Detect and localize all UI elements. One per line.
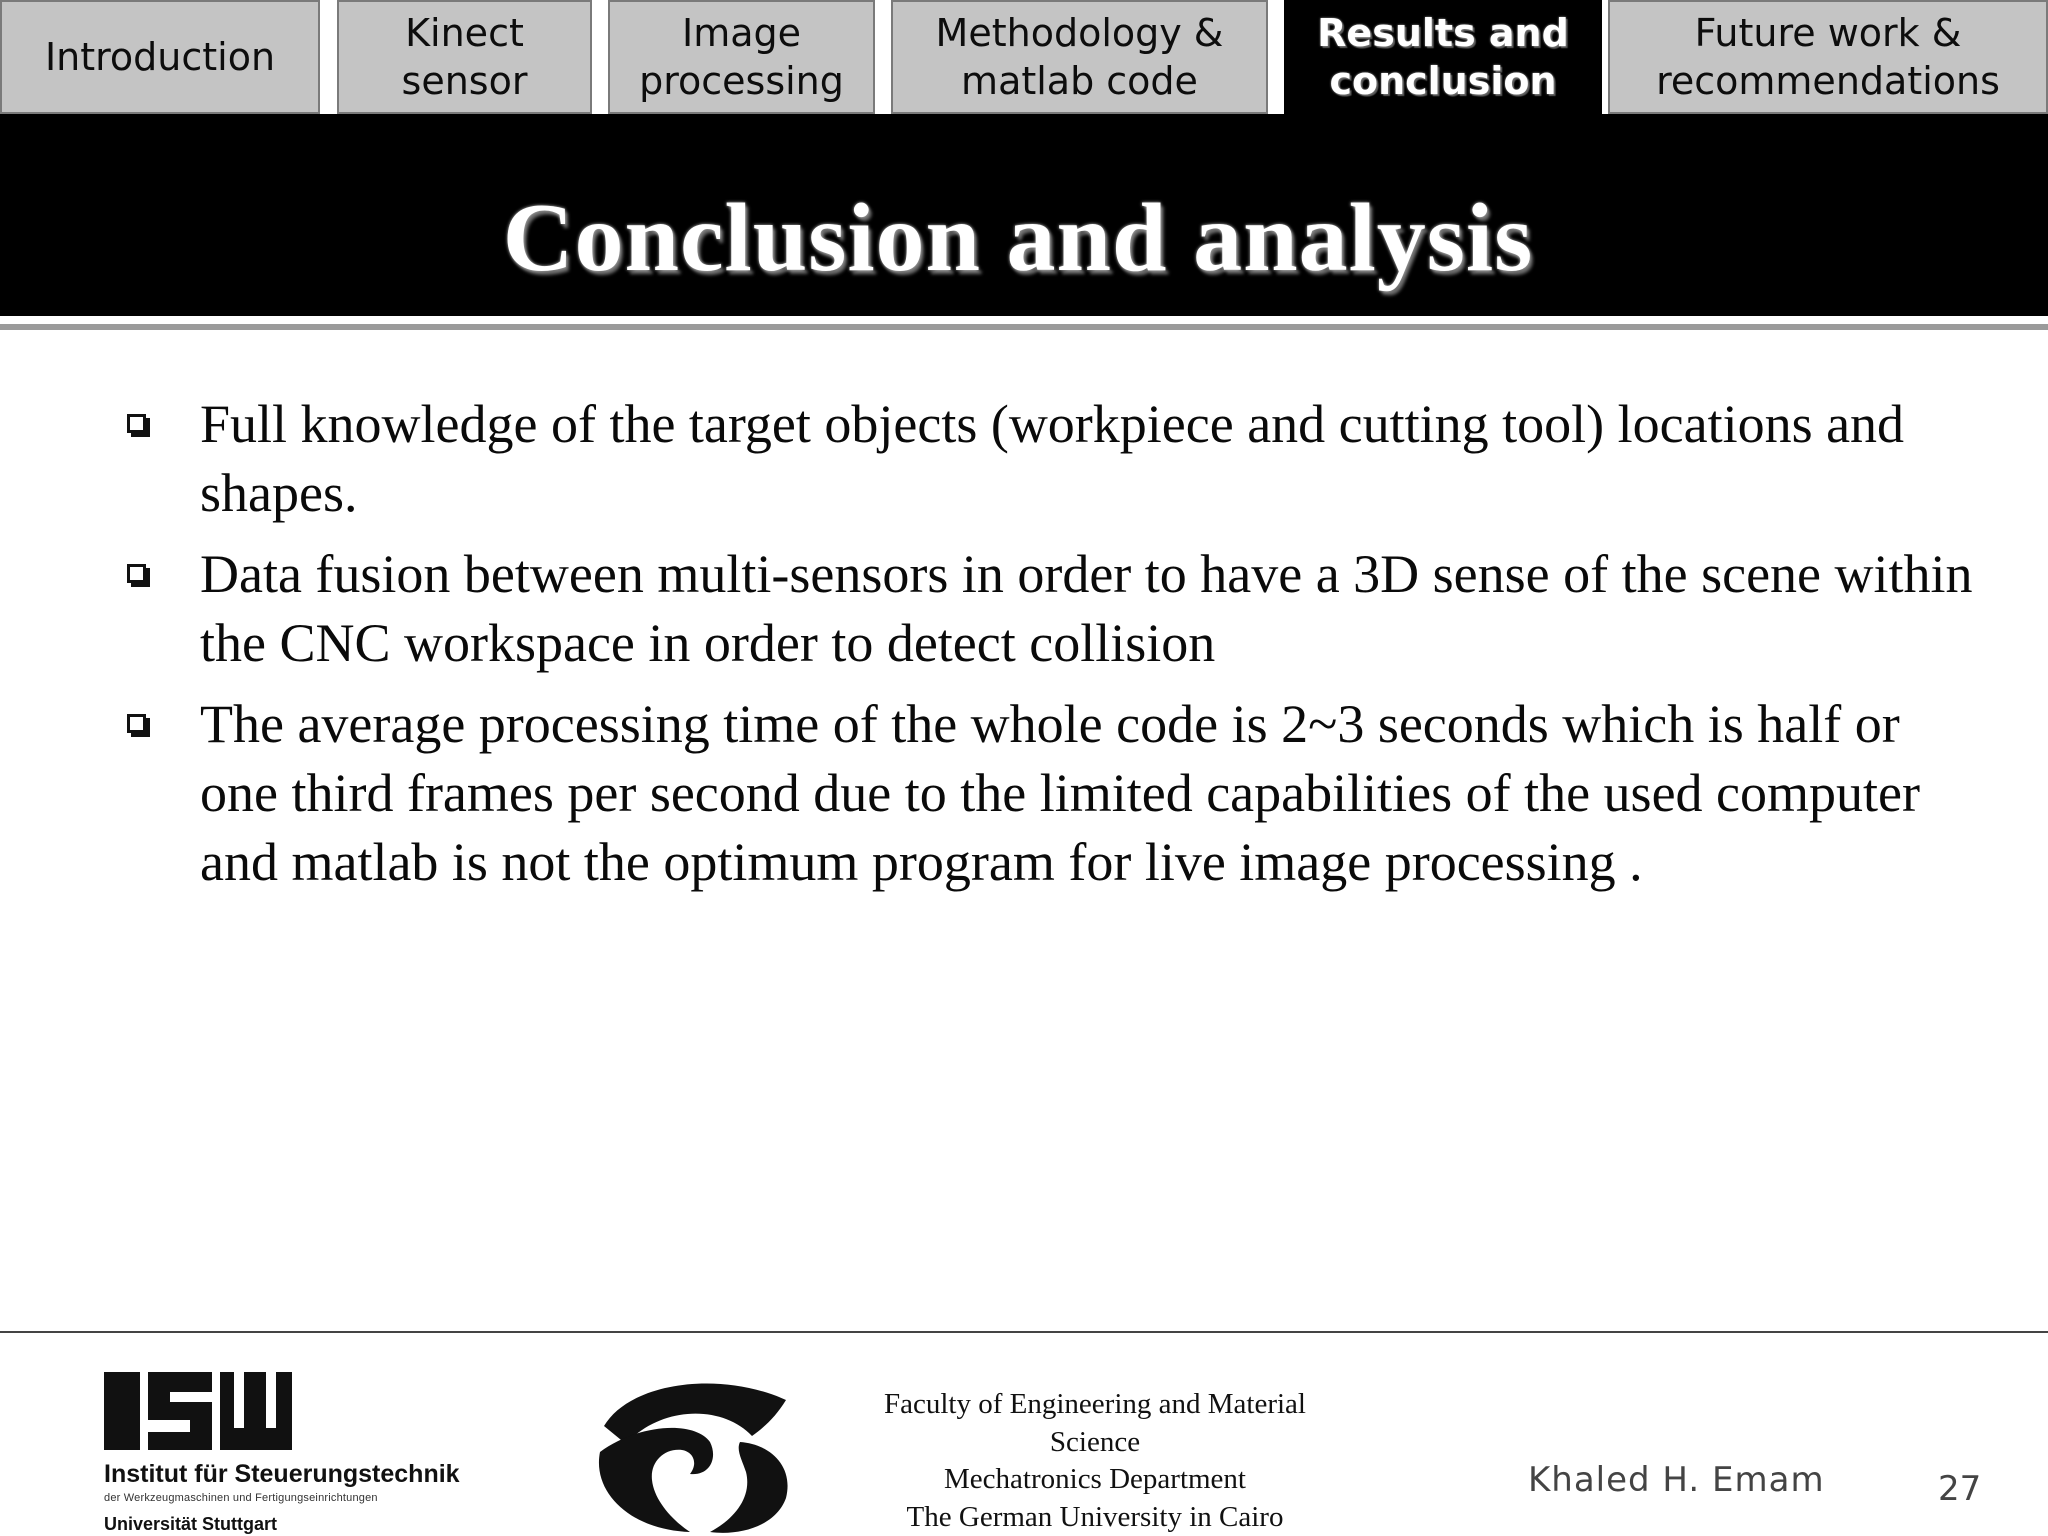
faculty-line: Faculty of Engineering and Material bbox=[884, 1388, 1306, 1420]
tab-kinect-sensor[interactable]: Kinect sensor bbox=[337, 0, 592, 114]
section-nav bbox=[0, 0, 2048, 116]
tab-results-conclusion[interactable]: Results and conclusion bbox=[1284, 0, 1602, 114]
bullet-item bbox=[0, 540, 1990, 678]
faculty-line: Mechatronics Department bbox=[944, 1463, 1246, 1495]
isw-university: Universität Stuttgart bbox=[104, 1514, 278, 1534]
hollow-square-bullet-icon bbox=[127, 564, 146, 583]
hollow-square-bullet-icon bbox=[127, 714, 146, 733]
isw-logo-mark bbox=[104, 1370, 294, 1452]
bullet-item bbox=[0, 690, 1990, 897]
faculty-line: Science bbox=[1049, 1425, 1141, 1458]
bullet-text: Data fusion between multi-sensors in order to have a 3D sense of the scene within the CNC workspace in order to detect collision bbox=[200, 544, 1973, 673]
tab-introduction[interactable]: Introduction bbox=[0, 0, 320, 114]
tab-image-processing[interactable]: Image processing bbox=[608, 0, 875, 114]
footer-divider bbox=[0, 1331, 2048, 1333]
guc-logo bbox=[590, 1372, 800, 1536]
tab-methodology-matlab-code[interactable]: Methodology & matlab code bbox=[891, 0, 1268, 114]
title-divider bbox=[0, 324, 2048, 330]
bullet-item bbox=[0, 390, 1990, 528]
hollow-square-bullet-icon bbox=[127, 414, 146, 433]
isw-institute-name: Institut für Steuerungstechnik bbox=[104, 1460, 460, 1488]
author-name: Khaled H. Emam bbox=[1528, 1460, 1825, 1500]
bullet-list bbox=[0, 390, 2048, 909]
isw-institute-subtitle: der Werkzeugmaschinen und Fertigungseinrichtungen bbox=[104, 1492, 378, 1504]
faculty-info bbox=[800, 1386, 1390, 1536]
isw-logo bbox=[104, 1370, 464, 1536]
faculty-line: The German University in Cairo bbox=[906, 1500, 1284, 1533]
tab-future-work-recommendations[interactable]: Future work & recommendations bbox=[1608, 0, 2048, 114]
bullet-text: Full knowledge of the target objects (workpiece and cutting tool) locations and shapes. bbox=[200, 394, 1905, 523]
bullet-text: The average processing time of the whole code is 2~3 seconds which is half or one third frames per second due to the limited capabilities of the used computer and matlab is not the optimum program for live image processing . bbox=[200, 694, 1920, 892]
page-number: 27 bbox=[1938, 1469, 1982, 1509]
slide-title: Conclusion and analysis bbox=[502, 184, 1534, 292]
